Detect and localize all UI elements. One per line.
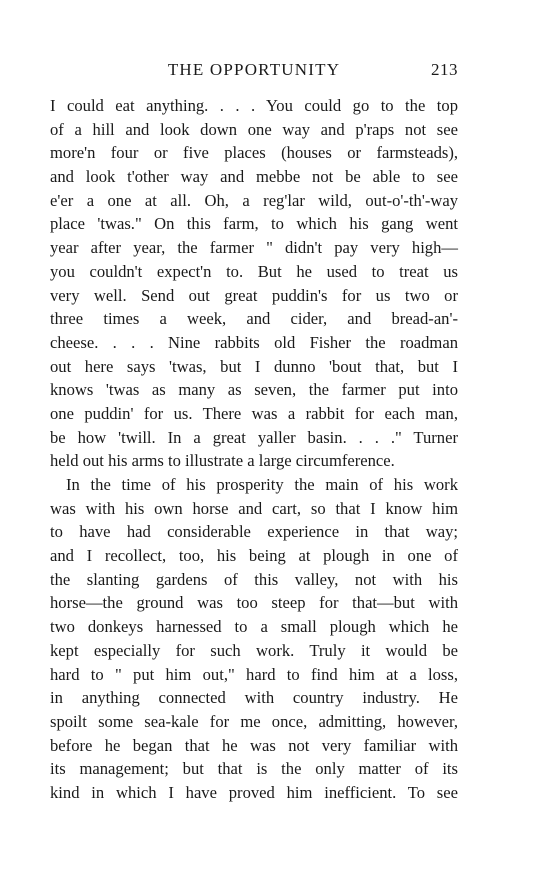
running-title: THE OPPORTUNITY (167, 60, 341, 79)
text-line: to have had considerable experience in that way; (50, 522, 458, 542)
text-line: very well. Send out great puddin's for us two or (50, 285, 458, 305)
text-line: out here says 'twas, but I dunno 'bout that, but I (50, 356, 458, 376)
text-line: kept especially for such work. Truly it would be (50, 640, 458, 660)
page-number: 213 (431, 60, 458, 79)
text-line: before he began that he was not very familiar with (50, 735, 458, 755)
text-line: I could eat anything. . . . You could go to the top (50, 96, 458, 115)
text-line: three times a week, and cider, and bread-an'- (50, 309, 458, 329)
text-line: be how 'twill. In a great yaller basin. . . ." Turner (50, 427, 458, 447)
text-line: in anything connected with country industry. He (50, 688, 458, 708)
text-line: year after year, the farmer " didn't pay very high— (50, 238, 458, 258)
text-line: and I recollect, too, his being at plough in one of (50, 546, 458, 566)
text-line: cheese. . . . Nine rabbits old Fisher the roadman (50, 332, 458, 352)
running-head (50, 58, 458, 82)
body-text (50, 94, 458, 805)
text-line: knows 'twas as many as seven, the farmer put into (50, 380, 458, 400)
text-line: e'er a one at all. Oh, a reg'lar wild, out-o'-th'-way (50, 190, 458, 210)
text-line: spoilt some sea-kale for me once, admitting, however, (50, 711, 458, 731)
text-line: hard to " put him out," hard to find him at a loss, (50, 664, 458, 684)
text-line: more'n four or five places (houses or farmsteads), (50, 143, 458, 163)
text-line: the slanting gardens of this valley, not with his (50, 569, 458, 589)
text-line: place 'twas." On this farm, to which his gang went (50, 214, 458, 234)
text-line: two donkeys harnessed to a small plough which he (50, 617, 458, 637)
text-line: and look t'other way and mebbe not be able to see (50, 167, 458, 187)
text-line: kind in which I have proved him inefficient. To see (50, 782, 458, 802)
text-line: its management; but that is the only matter of its (50, 759, 458, 779)
text-line: horse—the ground was too steep for that—but with (50, 593, 458, 613)
text-line: of a hill and look down one way and p'raps not see (50, 119, 458, 139)
text-line: you couldn't expect'n to. But he used to treat us (50, 261, 458, 281)
paragraph-start-line: In the time of his prosperity the main of his work (66, 475, 458, 494)
text-line: was with his own horse and cart, so that I know him (50, 498, 458, 518)
paragraph-end-line: held out his arms to illustrate a large circumference. (50, 451, 395, 471)
text-line: one puddin' for us. There was a rabbit for each man, (50, 403, 458, 423)
